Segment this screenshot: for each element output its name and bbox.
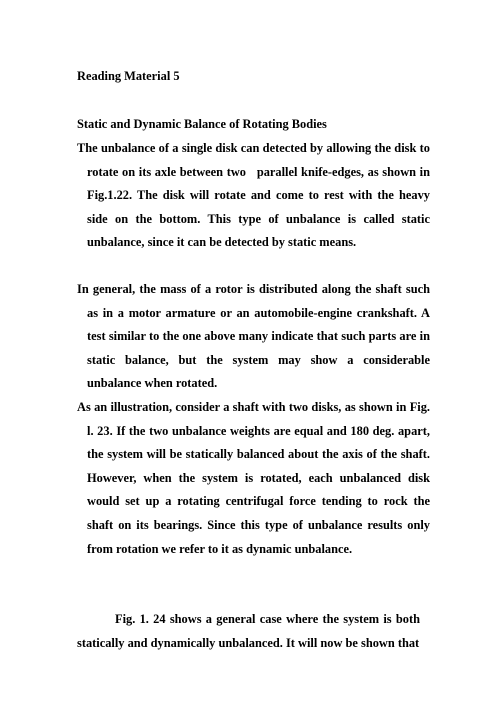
paragraph-dynamic-unbalance: As an illustration, consider a shaft with two disks, as shown in Fig. l. 23. If the two unbalance weights are equal and 180 deg. apart, the system will be statically balanced about the axis of the shaft. However, when the system is rotated, each unbalanced disk would set up a rotating centrifugal force tending to rock the shaft on its bearings. Since this type of unbalance results only from rotation we refer to it as dynamic unbalance. <box>77 400 430 556</box>
reading-title: Reading Material 5 <box>77 69 180 83</box>
section-title: Static and Dynamic Balance of Rotating Bodies <box>77 117 327 131</box>
paragraph-general-case: Fig. 1. 24 shows a general case where the system is both statically and dynamically unbalanced. It will now be shown that <box>77 612 420 650</box>
paragraph-rotor-mass: In general, the mass of a rotor is distributed along the shaft such as in a motor armature or an automobile-engine crankshaft. A test similar to the one above many indicate that such parts are in static balance, but the system may show a considerable unbalance when rotated. <box>77 282 430 391</box>
paragraph-static-unbalance: The unbalance of a single disk can detected by allowing the disk to rotate on its axle between two parallel knife-edges, as shown in Fig.1.22. The disk will rotate and come to rest with the heavy side on the bottom. This type of unbalance is called static unbalance, since it can be detected by static means. <box>77 141 430 250</box>
